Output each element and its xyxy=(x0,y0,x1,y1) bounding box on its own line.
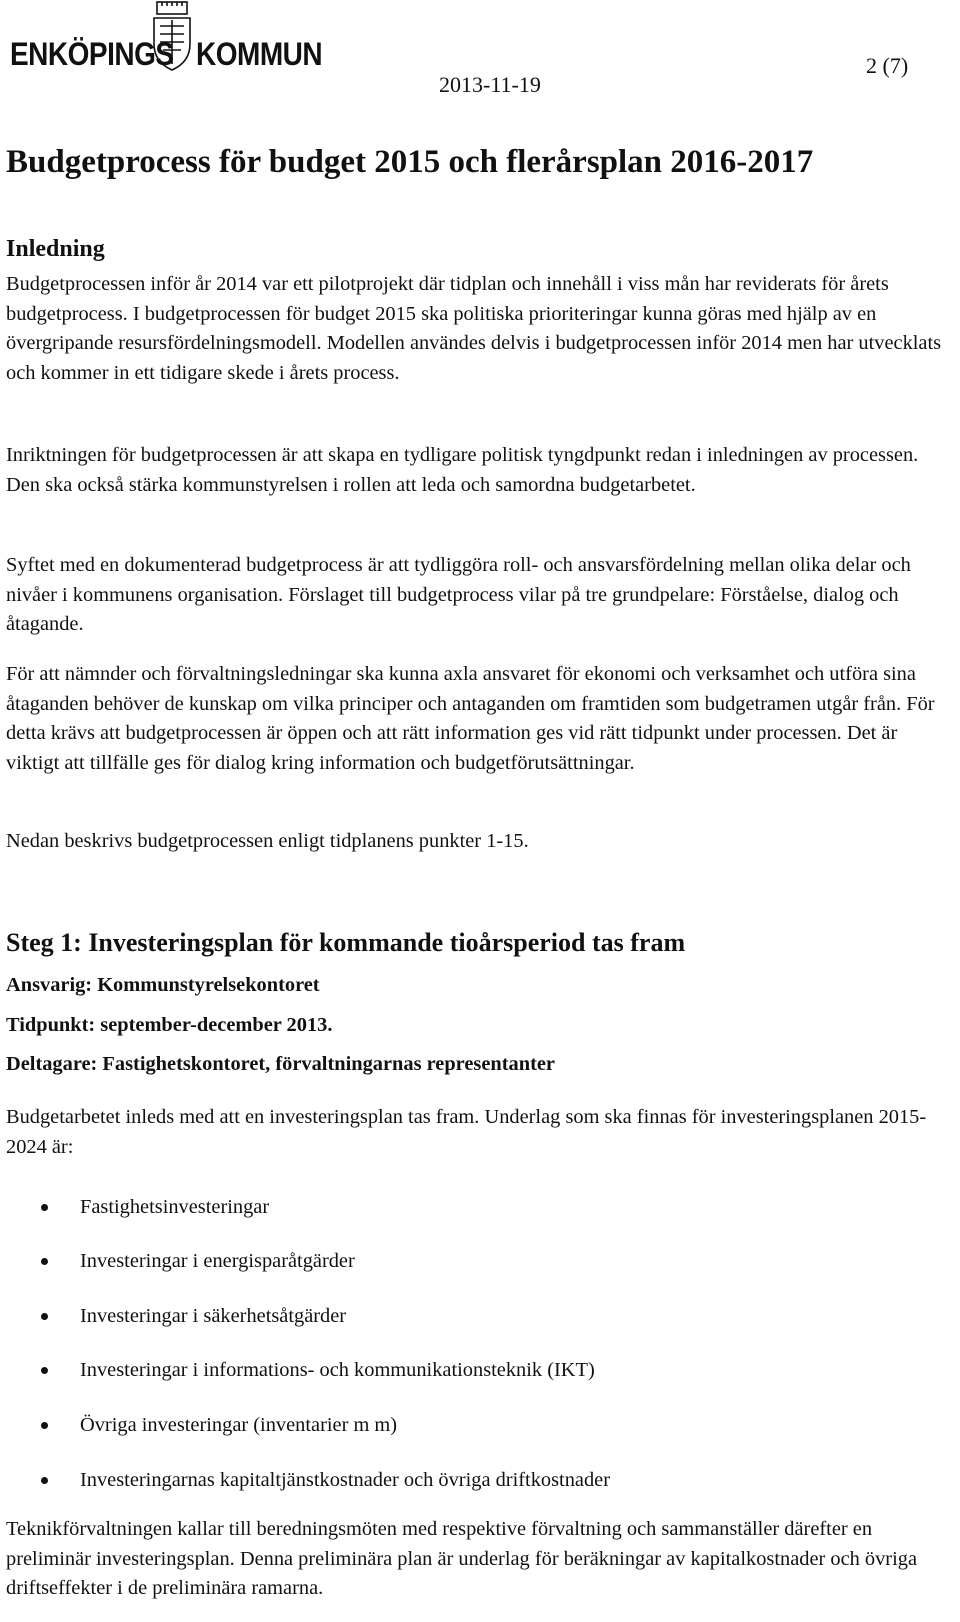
intro-paragraph: Syftet med en dokumenterad budgetprocess är att tydliggöra roll- och ansvarsfördelning mellan olika delar och nivåer i kommunens organisation. Förslaget till budgetprocess vilar på tre grundpelare: Förståelse, dialog och åtagande. xyxy=(6,554,911,635)
logo-text-right: KOMMUN xyxy=(196,36,323,72)
step-participants: Deltagare: Fastighetskontoret, förvaltningarnas representanter xyxy=(6,1053,555,1075)
bullet-icon xyxy=(41,1422,48,1429)
document-date: 2013-11-19 xyxy=(439,72,541,97)
intro-paragraph: För att nämnder och förvaltningsledningar ska kunna axla ansvaret för ekonomi och verksamhet och utföra sina åtaganden behöver de kunskap om vilka principer och antaganden om framtiden som budgetramen utgår från. För detta krävs att budgetprocessen är öppen och att rätt information ges vid rätt tidpunkt under processen. Det är viktigt att tillfälle ges för dialog kring information och budgetförutsättningar. xyxy=(6,663,935,774)
municipality-logo xyxy=(6,0,323,78)
list-item xyxy=(6,1192,954,1222)
list-item xyxy=(6,1246,954,1276)
document-title: Budgetprocess för budget 2015 och flerårsplan 2016-2017 xyxy=(6,144,814,180)
bullet-icon xyxy=(41,1477,48,1484)
page-number: 2 (7) xyxy=(866,53,909,78)
list-item-text: Investeringar i informations- och kommunikationsteknik (IKT) xyxy=(80,1359,595,1381)
step-responsible: Ansvarig: Kommunstyrelsekontoret xyxy=(6,974,320,996)
list-item xyxy=(6,1355,954,1385)
bullet-icon xyxy=(41,1258,48,1265)
step-outro-paragraph: Teknikförvaltningen kallar till beredningsmöten med respektive förvaltning och sammanställer därefter en preliminär investeringsplan. Denna preliminära plan är underlag för beräkningar av kapitalkostnader och övriga driftseffekter i de preliminära ramarna. xyxy=(6,1518,918,1599)
list-item xyxy=(6,1465,954,1495)
page-header xyxy=(0,0,960,110)
list-item-text: Fastighetsinvesteringar xyxy=(80,1196,270,1218)
list-item-text: Investeringarnas kapitaltjänstkostnader och övriga driftkostnader xyxy=(80,1469,610,1491)
logo-text-left: ENKÖPINGS xyxy=(10,36,174,72)
list-item xyxy=(6,1410,954,1440)
step-intro-paragraph: Budgetarbetet inleds med att en investeringsplan tas fram. Underlag som ska finnas för investeringsplanen 2015-2024 är: xyxy=(6,1106,927,1158)
list-item xyxy=(6,1301,954,1331)
step-timing: Tidpunkt: september-december 2013. xyxy=(6,1014,333,1036)
coat-of-arms-icon xyxy=(148,0,196,76)
intro-paragraph: Nedan beskrivs budgetprocessen enligt tidplanens punkter 1-15. xyxy=(6,830,529,852)
bullet-icon xyxy=(41,1204,48,1211)
intro-paragraph: Budgetprocessen inför år 2014 var ett pilotprojekt där tidplan och innehåll i viss mån har reviderats för årets budgetprocess. I budgetprocessen för budget 2015 ska politiska prioriteringar kunna göras med hjälp av en övergripande resursfördelningsmodell. Modellen användes delvis i budgetprocessen inför 2014 men har utvecklats och kommer in ett tidigare skede i årets process. xyxy=(6,273,942,384)
intro-paragraph: Inriktningen för budgetprocessen är att skapa en tydligare politisk tyngdpunkt redan i inledningen av processen. Den ska också stärka kommunstyrelsen i rollen att leda och samordna budgetarbetet. xyxy=(6,444,919,496)
bullet-icon xyxy=(41,1367,48,1374)
section-heading-intro: Inledning xyxy=(6,236,105,262)
list-item-text: Investeringar i säkerhetsåtgärder xyxy=(80,1305,347,1327)
step-heading: Steg 1: Investeringsplan för kommande tioårsperiod tas fram xyxy=(6,928,686,957)
list-item-text: Investeringar i energisparåtgärder xyxy=(80,1250,355,1272)
list-item-text: Övriga investeringar (inventarier m m) xyxy=(80,1414,398,1436)
bullet-icon xyxy=(41,1313,48,1320)
